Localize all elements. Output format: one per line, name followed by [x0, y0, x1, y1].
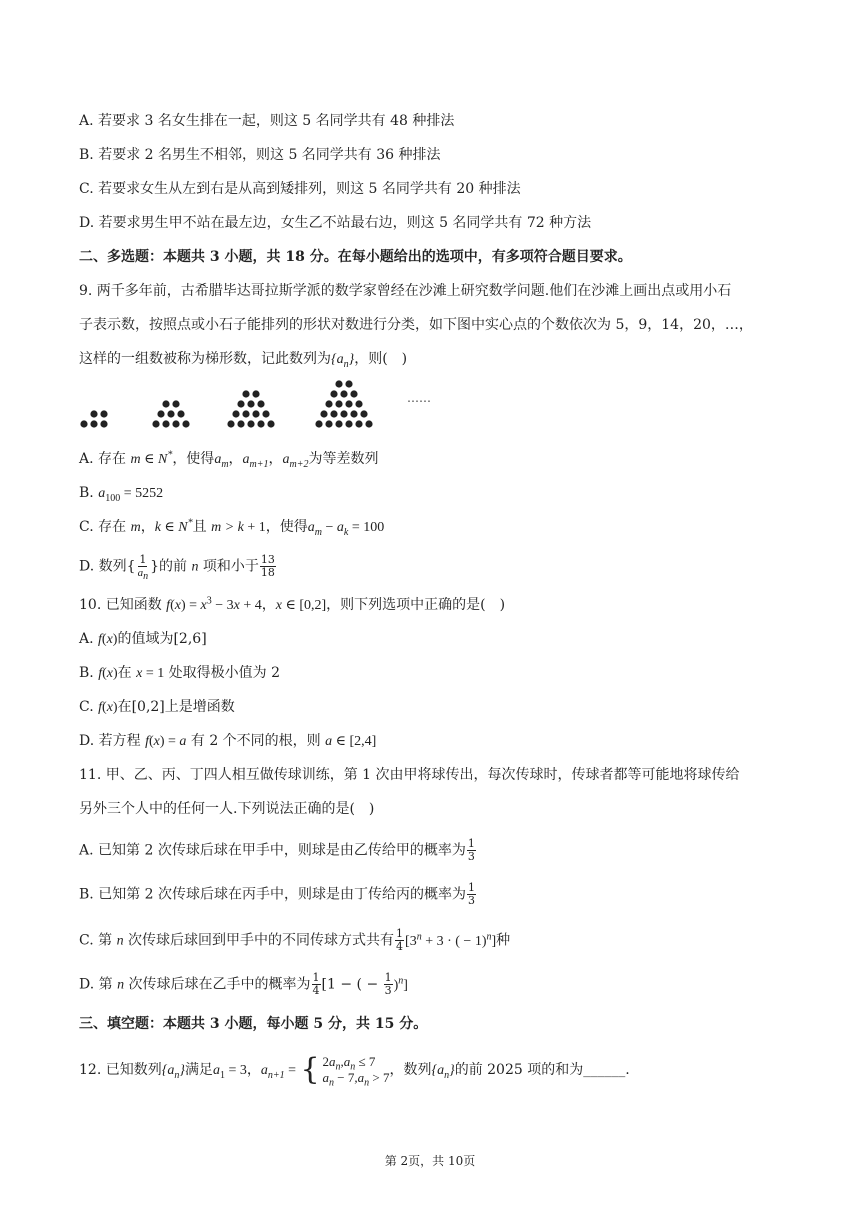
q9-option-c: C. 存在 m，k ∈ N*且 m > k + 1，使得$a_m - a_k = 100$ [79, 517, 385, 538]
q10-stem: 10. 已知函数 $f(x) = x^3 - 3x + 4$，x ∈ [0,2]，则下列选项中正确的是( ) [79, 595, 506, 613]
q11-option-a: A. 已知第 2 次传球后球在甲手中，则球是由乙传给甲的概率为 $\frac{1}{3}$ [79, 837, 475, 863]
q10-option-b: B. f(x)在 x = 1 处取得极小值为 2 [79, 665, 281, 681]
q9-option-d: D. 数列{ $\frac{1}{a_n}$ }的前 n 项和小于 $\frac{13}{18}$ [79, 553, 275, 583]
page-footer: 第 2页，共 10页 [384, 1154, 476, 1168]
q11-option-d: D. 第 n 次传球后球在乙手中的概率为 $\frac{1}{4}$ [1 − ( − $\frac{1}{3}$ )$^n$] [79, 971, 408, 997]
q12-stem: 12. 已知数列$\{a_n\}$满足$a_1 = 3$，$a_{n+1}$ = { $2a_n,a_n \le 7$ $a_n - 7,a_n > 7$ ，数列$\{a_n\}$的前 2025 项的和为______. [79, 1052, 630, 1089]
q8-option-c: C. 若要求女生从左到右是从高到矮排列，则这 5 名同学共有 20 种排法 [79, 181, 521, 197]
q11-stem-line1: 11. 甲、乙、丙、丁四人相互做传球训练，第 1 次由甲将球传出，每次传球时，传球者都等可能地将球传给 [79, 767, 740, 783]
q9-stem-line1: 9. 两千多年前，古希腊毕达哥拉斯学派的数学家曾经在沙滩上研究数学问题.他们在沙滩上画出点或用小石 [79, 283, 732, 299]
q10-option-a: A. f(x)的值域为[2,6] [79, 631, 207, 647]
section-2-title: 二、多选题：本题共 3 小题，共 18 分。在每小题给出的选项中，有多项符合题目要求。 [79, 249, 632, 265]
figure-20 [315, 380, 372, 427]
q11-option-b: B. 已知第 2 次传球后球在丙手中，则球是由丁传给丙的概率为 $\frac{1}{3}$ [79, 881, 475, 907]
q10-option-c: C. f(x)在[0,2]上是增函数 [79, 699, 235, 715]
ellipsis: …… [407, 391, 431, 405]
q8-option-a: A. 若要求 3 名女生排在一起，则这 5 名同学共有 48 种排法 [79, 113, 455, 129]
figure-5 [80, 410, 107, 427]
figure-14 [227, 390, 274, 427]
q9-stem-line3: 这样的一组数被称为梯形数，记此数列为$\{a_n\}$，则( ) [79, 351, 408, 370]
trapezoid-numbers-figure [79, 378, 459, 434]
figure-9 [152, 400, 189, 427]
q9-stem-line2: 子表示数，按照点或小石子能排列的形状对数进行分类，如下图中实心点的个数依次为 5，9，14，20，…， [79, 317, 753, 333]
q8-option-d: D. 若要求男生甲不站在最左边，女生乙不站最右边，则这 5 名同学共有 72 种方法 [79, 215, 592, 231]
q10-option-d: D. 若方程 f(x) = a 有 2 个不同的根，则 a ∈ [2,4] [79, 733, 377, 749]
section-3-title: 三、填空题：本题共 3 小题，每小题 5 分，共 15 分。 [79, 1016, 428, 1032]
q9-option-a: A. 存在 m ∈ N*，使得$a_m$，$a_{m+1}$，$a_{m+2}$为等差数列 [79, 449, 379, 470]
q11-option-c: C. 第 n 次传球后球回到甲手中的不同传球方式共有 $\frac{1}{4}$ [3$^n$ + 3 · ( − 1)$^n$]种 [79, 927, 511, 953]
q9-option-b: B. $a_{100} = 5252$ [79, 485, 164, 504]
q8-option-b: B. 若要求 2 名男生不相邻，则这 5 名同学共有 36 种排法 [79, 147, 441, 163]
q11-stem-line2: 另外三个人中的任何一人.下列说法正确的是( ) [79, 801, 375, 817]
